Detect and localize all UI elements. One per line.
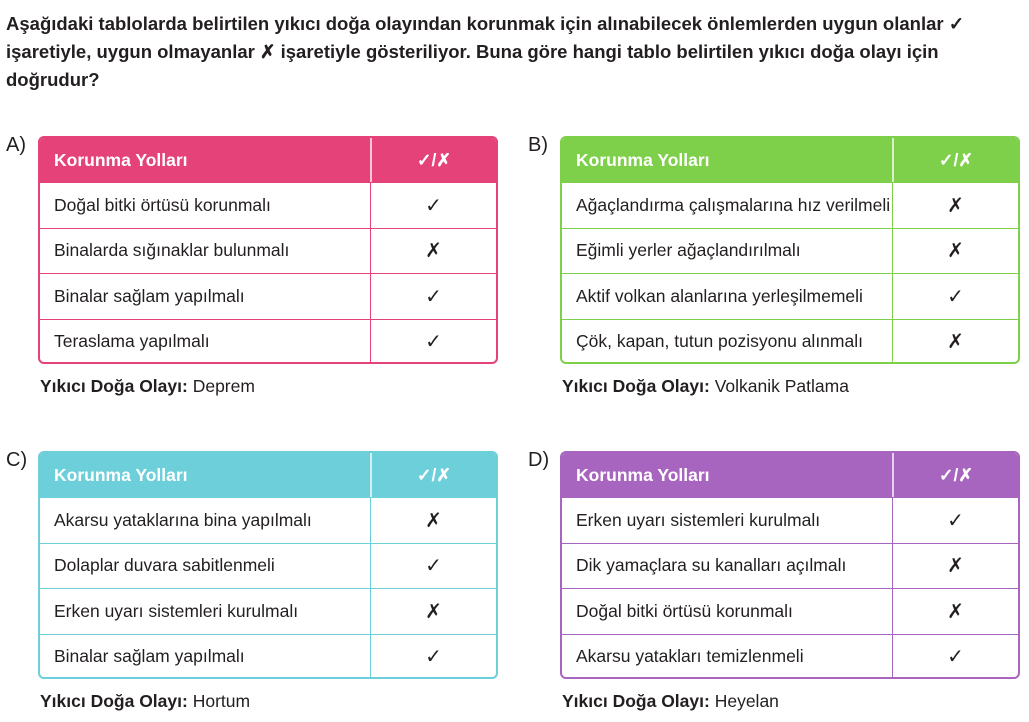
row-mark-icon: ✗ (370, 498, 496, 543)
header-col-ways: Korunma Yolları (576, 149, 710, 170)
check-icon: ✓ (948, 13, 965, 34)
option-letter: B) (528, 134, 548, 156)
row-text: Doğal bitki örtüsü korunmalı (576, 600, 793, 621)
question-part-3: işaretiyle gösteriliyor. Buna göre hangi tablo belirtilen yıkıcı doğa olayı için doğrudur? (6, 41, 939, 90)
row-text: Ağaçlandırma çalışmalarına hız verilmeli (576, 194, 891, 215)
row-text: Dik yamaçlara su kanalları açılmalı (576, 555, 847, 576)
header-col-mark: ✓/✗ (370, 138, 496, 182)
row-text: Teraslama yapılmalı (54, 331, 210, 352)
table-row (40, 543, 496, 589)
row-text: Doğal bitki örtüsü korunmalı (54, 194, 271, 215)
table-header (40, 453, 496, 497)
row-mark-icon: ✓ (370, 635, 496, 680)
table-header (562, 453, 1018, 497)
row-mark-icon: ✓ (370, 320, 496, 365)
table-row (40, 588, 496, 634)
row-mark-icon: ✓ (892, 274, 1018, 319)
caption-value: Deprem (192, 376, 255, 396)
table-row (562, 634, 1018, 680)
option-caption (562, 691, 779, 712)
row-text: Akarsu yatakları temizlenmeli (576, 646, 804, 667)
row-mark-icon: ✗ (892, 229, 1018, 274)
header-col-ways: Korunma Yolları (54, 464, 188, 485)
caption-value: Heyelan (714, 691, 779, 711)
option-letter: C) (6, 449, 28, 471)
row-mark-icon: ✗ (370, 229, 496, 274)
row-text: Binalar sağlam yapılmalı (54, 285, 245, 306)
row-mark-icon: ✓ (370, 544, 496, 589)
table-row (562, 273, 1018, 319)
table-row (40, 228, 496, 274)
table-row (562, 228, 1018, 274)
row-mark-icon: ✓ (370, 183, 496, 228)
table-row (40, 319, 496, 365)
option-table (560, 136, 1020, 364)
caption-label: Yıkıcı Doğa Olayı: (562, 691, 710, 711)
row-mark-icon: ✗ (892, 544, 1018, 589)
header-col-mark: ✓/✗ (892, 453, 1018, 497)
caption-label: Yıkıcı Doğa Olayı: (562, 376, 710, 396)
option-caption (40, 691, 250, 712)
header-col-mark: ✓/✗ (892, 138, 1018, 182)
row-text: Binalarda sığınaklar bulunmalı (54, 240, 290, 261)
cross-icon: ✗ (259, 41, 276, 62)
option-letter: D) (528, 449, 550, 471)
row-text: Dolaplar duvara sabitlenmeli (54, 555, 275, 576)
table-row (562, 182, 1018, 228)
table-row (40, 182, 496, 228)
row-text: Akarsu yataklarına bina yapılmalı (54, 509, 312, 530)
row-text: Eğimli yerler ağaçlandırılmalı (576, 240, 801, 261)
row-mark-icon: ✗ (892, 183, 1018, 228)
table-row (562, 588, 1018, 634)
option-table (38, 136, 498, 364)
row-mark-icon: ✓ (892, 498, 1018, 543)
row-mark-icon: ✓ (892, 635, 1018, 680)
row-mark-icon: ✗ (892, 320, 1018, 365)
option-table (38, 451, 498, 679)
question-part-2: işaretiyle, uygun olmayanlar (6, 41, 255, 62)
option-letter: A) (6, 134, 26, 156)
caption-value: Volkanik Patlama (714, 376, 849, 396)
table-header (562, 138, 1018, 182)
row-text: Erken uyarı sistemleri kurulmalı (54, 600, 299, 621)
option-caption (562, 376, 849, 397)
row-text: Aktif volkan alanlarına yerleşilmemeli (576, 285, 863, 306)
table-row (562, 319, 1018, 365)
table-row (562, 497, 1018, 543)
option-table (560, 451, 1020, 679)
caption-label: Yıkıcı Doğa Olayı: (40, 691, 188, 711)
header-col-ways: Korunma Yolları (576, 464, 710, 485)
question-part-1: Aşağıdaki tablolarda belirtilen yıkıcı doğa olayından korunmak için alınabilecek önlemlerden uygun olanlar (6, 13, 944, 34)
row-text: Çök, kapan, tutun pozisyonu alınmalı (576, 331, 863, 352)
row-text: Erken uyarı sistemleri kurulmalı (576, 509, 821, 530)
row-mark-icon: ✓ (370, 274, 496, 319)
row-mark-icon: ✗ (892, 589, 1018, 634)
header-col-ways: Korunma Yolları (54, 149, 188, 170)
header-col-mark: ✓/✗ (370, 453, 496, 497)
row-text: Binalar sağlam yapılmalı (54, 646, 245, 667)
question-text (6, 10, 1024, 94)
table-row (40, 497, 496, 543)
option-caption (40, 376, 255, 397)
table-row (40, 634, 496, 680)
caption-label: Yıkıcı Doğa Olayı: (40, 376, 188, 396)
row-mark-icon: ✗ (370, 589, 496, 634)
table-row (562, 543, 1018, 589)
caption-value: Hortum (192, 691, 251, 711)
table-header (40, 138, 496, 182)
table-row (40, 273, 496, 319)
